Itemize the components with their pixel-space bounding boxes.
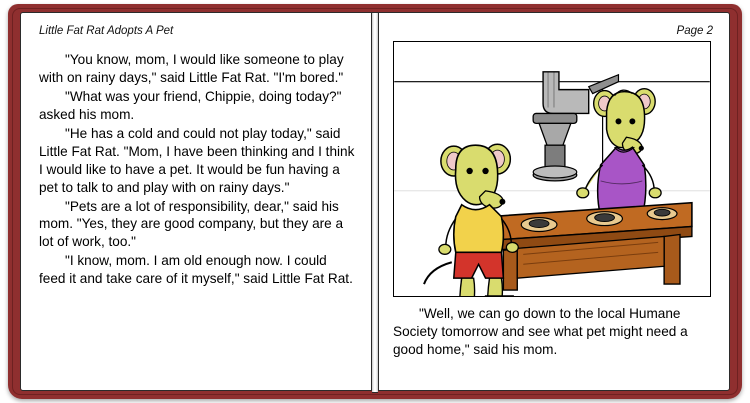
paragraph: "He has a cold and could not play today," said Little Fat Rat. "Mom, I have been thinking and I think I would like to have a pet. It would be fun having a pet to talk to and play with on rainy days." (39, 125, 355, 195)
paragraph: "What was your friend, Chippie, doing today?" asked his mom. (39, 88, 342, 122)
paragraph: "You know, mom, I would like someone to play with on rainy days," said Little Fat Rat. "I'm bored." (39, 52, 344, 85)
illustration-frame (393, 41, 711, 297)
page-number-header: Page 2 (676, 25, 713, 37)
right-page-story-text (393, 305, 717, 360)
illustration-drawing (394, 42, 710, 296)
pages-container (20, 12, 730, 391)
illustration-kitchen-scene (393, 41, 711, 297)
paragraph: "Pets are a lot of responsibility, dear," said his mom. "Yes, they are good company, but they are a lot of work, too." (39, 198, 344, 250)
book-title-header: Little Fat Rat Adopts A Pet (39, 25, 174, 37)
left-page (20, 12, 372, 391)
left-page-story-text (39, 51, 355, 288)
right-page (378, 12, 730, 391)
left-page-content (21, 13, 371, 390)
paragraph: "I know, mom. I am old enough now. I could feed it and take care of it myself," said Little Fat Rat. (39, 253, 353, 287)
paragraph: "Well, we can go down to the local Humane Society tomorrow and see what pet might need a good home," said his mom. (393, 306, 688, 357)
